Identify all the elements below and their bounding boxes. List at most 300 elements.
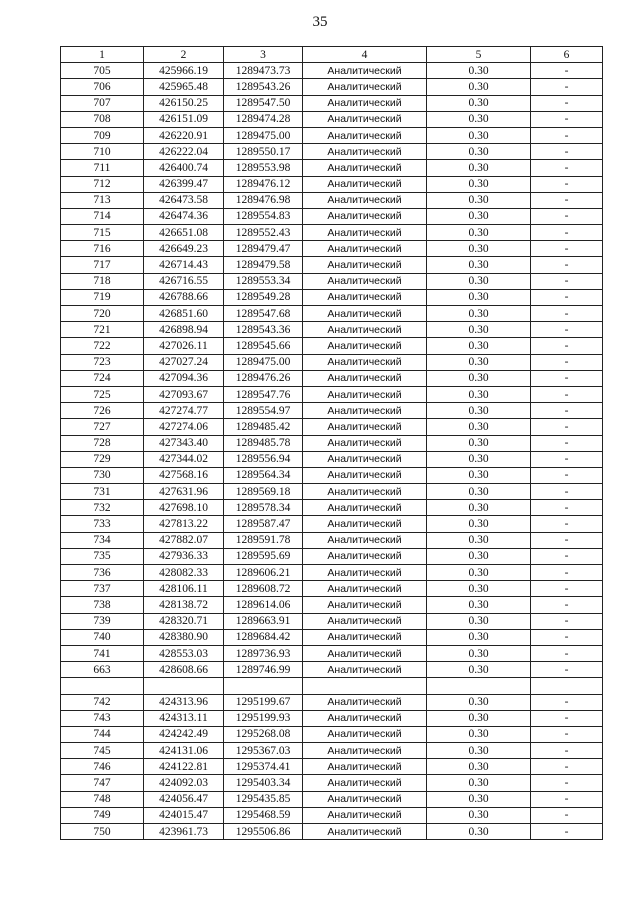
table-cell: Аналитический — [303, 176, 427, 192]
table-cell: - — [531, 435, 603, 451]
table-row — [61, 807, 603, 823]
table-cell: Аналитический — [303, 613, 427, 629]
table-cell: 0.30 — [427, 435, 531, 451]
table-cell: - — [531, 613, 603, 629]
table-cell: - — [531, 743, 603, 759]
table-cell: 0.30 — [427, 370, 531, 386]
table-cell: Аналитический — [303, 500, 427, 516]
table-cell: 0.30 — [427, 775, 531, 791]
table-cell: 426788.66 — [144, 289, 224, 305]
table-cell: 0.30 — [427, 613, 531, 629]
table-cell: 1289554.83 — [224, 208, 303, 224]
table-row — [61, 613, 603, 629]
table-cell: 1289684.42 — [224, 629, 303, 645]
table-cell: 427093.67 — [144, 386, 224, 402]
table-cell: Аналитический — [303, 516, 427, 532]
table-cell: 1295367.03 — [224, 743, 303, 759]
table-row — [61, 565, 603, 581]
table-cell: 0.30 — [427, 645, 531, 661]
table-row — [61, 743, 603, 759]
table-cell: - — [531, 726, 603, 742]
table-cell: 738 — [61, 597, 144, 613]
table-cell: 1289543.36 — [224, 322, 303, 338]
table-cell: 426716.55 — [144, 273, 224, 289]
table-cell: 735 — [61, 548, 144, 564]
table-cell: 1295435.85 — [224, 791, 303, 807]
table-cell: Аналитический — [303, 208, 427, 224]
table-cell: - — [531, 807, 603, 823]
table-cell: - — [531, 824, 603, 840]
table-cell: 734 — [61, 532, 144, 548]
table-cell: - — [531, 208, 603, 224]
page-number: 35 — [312, 14, 328, 30]
table-cell: 1289554.97 — [224, 403, 303, 419]
table-cell: 1289556.94 — [224, 451, 303, 467]
table-cell: - — [531, 322, 603, 338]
table-cell: - — [531, 662, 603, 678]
table-cell: - — [531, 63, 603, 79]
table-cell: 424131.06 — [144, 743, 224, 759]
table-cell: 716 — [61, 241, 144, 257]
table-cell: 1289474.28 — [224, 111, 303, 127]
table-cell: 1289547.68 — [224, 306, 303, 322]
table-cell: 0.30 — [427, 338, 531, 354]
table-row — [61, 273, 603, 289]
table-cell: 1289595.69 — [224, 548, 303, 564]
table-cell: - — [531, 338, 603, 354]
table-cell: 0.30 — [427, 322, 531, 338]
table-cell: Аналитический — [303, 629, 427, 645]
table-cell — [144, 678, 224, 694]
table-cell: 0.30 — [427, 225, 531, 241]
table-row — [61, 678, 603, 694]
table-cell: 712 — [61, 176, 144, 192]
table-row — [61, 581, 603, 597]
table-cell: 427274.77 — [144, 403, 224, 419]
table-cell: 0.30 — [427, 176, 531, 192]
table-cell: 0.30 — [427, 532, 531, 548]
table-cell: 715 — [61, 225, 144, 241]
table-cell: - — [531, 160, 603, 176]
table-cell: 1289543.26 — [224, 79, 303, 95]
table-cell: 427027.24 — [144, 354, 224, 370]
table-cell: 424313.11 — [144, 710, 224, 726]
table-cell: 0.30 — [427, 662, 531, 678]
table-cell — [61, 678, 144, 694]
table-cell: Аналитический — [303, 824, 427, 840]
table-cell: 1295268.08 — [224, 726, 303, 742]
table-cell: 709 — [61, 127, 144, 143]
table-cell: 1295468.59 — [224, 807, 303, 823]
column-header: 5 — [427, 47, 531, 63]
table-row — [61, 775, 603, 791]
table-cell: Аналитический — [303, 791, 427, 807]
table-cell: 1289591.78 — [224, 532, 303, 548]
table-cell: 0.30 — [427, 694, 531, 710]
table-cell: 0.30 — [427, 710, 531, 726]
table-cell: 0.30 — [427, 743, 531, 759]
table-cell: Аналитический — [303, 484, 427, 500]
table-cell: - — [531, 597, 603, 613]
table-cell: 0.30 — [427, 144, 531, 160]
table-cell: 730 — [61, 467, 144, 483]
table-cell: 1289545.66 — [224, 338, 303, 354]
table-cell: Аналитический — [303, 225, 427, 241]
table-cell: - — [531, 548, 603, 564]
table-cell: 1289476.12 — [224, 176, 303, 192]
table-cell: Аналитический — [303, 435, 427, 451]
table-cell: 426222.04 — [144, 144, 224, 160]
table-cell: 1295374.41 — [224, 759, 303, 775]
table-cell: 424056.47 — [144, 791, 224, 807]
table-cell: - — [531, 775, 603, 791]
table-row — [61, 111, 603, 127]
table-cell: 725 — [61, 386, 144, 402]
table-cell: 1295199.93 — [224, 710, 303, 726]
table-cell: - — [531, 241, 603, 257]
table-cell: 426651.08 — [144, 225, 224, 241]
table-cell: 424015.47 — [144, 807, 224, 823]
table-cell: 1295506.86 — [224, 824, 303, 840]
table-cell: Аналитический — [303, 192, 427, 208]
table-cell: 1289614.06 — [224, 597, 303, 613]
table-cell: - — [531, 467, 603, 483]
table-cell: Аналитический — [303, 160, 427, 176]
table-cell: 0.30 — [427, 516, 531, 532]
table-cell: 750 — [61, 824, 144, 840]
table-cell: - — [531, 127, 603, 143]
table-cell: 710 — [61, 144, 144, 160]
table-cell: 1289475.00 — [224, 354, 303, 370]
table-cell: 1289587.47 — [224, 516, 303, 532]
table-cell: 427882.07 — [144, 532, 224, 548]
table-cell: Аналитический — [303, 306, 427, 322]
column-header: 2 — [144, 47, 224, 63]
table-cell: 426474.36 — [144, 208, 224, 224]
table-cell: Аналитический — [303, 354, 427, 370]
column-header: 6 — [531, 47, 603, 63]
table-row — [61, 710, 603, 726]
table-cell: - — [531, 95, 603, 111]
table-row — [61, 500, 603, 516]
table-cell: 0.30 — [427, 306, 531, 322]
table-cell: 722 — [61, 338, 144, 354]
table-cell: 0.30 — [427, 386, 531, 402]
table-cell: 427568.16 — [144, 467, 224, 483]
table-cell: - — [531, 225, 603, 241]
table-cell: 663 — [61, 662, 144, 678]
table-cell: 711 — [61, 160, 144, 176]
table-cell: 426473.58 — [144, 192, 224, 208]
table-cell: 0.30 — [427, 403, 531, 419]
table-cell: - — [531, 759, 603, 775]
table-cell: 1289553.34 — [224, 273, 303, 289]
table-row — [61, 791, 603, 807]
table-cell: 426220.91 — [144, 127, 224, 143]
table-row — [61, 629, 603, 645]
table-row — [61, 306, 603, 322]
table-cell: - — [531, 386, 603, 402]
table-cell: 0.30 — [427, 807, 531, 823]
table-cell: Аналитический — [303, 726, 427, 742]
table-cell: 0.30 — [427, 289, 531, 305]
table-cell: 748 — [61, 791, 144, 807]
table-cell: 0.30 — [427, 726, 531, 742]
table-cell: Аналитический — [303, 403, 427, 419]
table-cell: 426898.94 — [144, 322, 224, 338]
column-header: 3 — [224, 47, 303, 63]
table-cell: 424122.81 — [144, 759, 224, 775]
table-cell: 740 — [61, 629, 144, 645]
table-cell: Аналитический — [303, 63, 427, 79]
column-header: 4 — [303, 47, 427, 63]
table-cell — [224, 678, 303, 694]
table-cell: 1289485.78 — [224, 435, 303, 451]
table-cell: Аналитический — [303, 597, 427, 613]
table-cell: - — [531, 111, 603, 127]
table-cell: 726 — [61, 403, 144, 419]
table-cell: 1289608.72 — [224, 581, 303, 597]
table-cell: 0.30 — [427, 548, 531, 564]
table-cell: Аналитический — [303, 581, 427, 597]
table-cell: - — [531, 354, 603, 370]
table-row — [61, 467, 603, 483]
table-cell: 425965.48 — [144, 79, 224, 95]
table-cell: - — [531, 532, 603, 548]
table-cell: 739 — [61, 613, 144, 629]
table-cell: 0.30 — [427, 257, 531, 273]
table-row — [61, 597, 603, 613]
table-cell: Аналитический — [303, 144, 427, 160]
table-cell: 428082.33 — [144, 565, 224, 581]
table-row — [61, 726, 603, 742]
table-cell: Аналитический — [303, 273, 427, 289]
table-cell: 1289476.26 — [224, 370, 303, 386]
table-cell: Аналитический — [303, 338, 427, 354]
table-cell: - — [531, 710, 603, 726]
table-row — [61, 532, 603, 548]
table-row — [61, 386, 603, 402]
table-cell: 1289736.93 — [224, 645, 303, 661]
table-cell: Аналитический — [303, 645, 427, 661]
table-cell: 0.30 — [427, 581, 531, 597]
table-cell: 0.30 — [427, 79, 531, 95]
table-cell: 428106.11 — [144, 581, 224, 597]
table-cell: - — [531, 516, 603, 532]
table-row — [61, 354, 603, 370]
table-cell: 427274.06 — [144, 419, 224, 435]
table-cell: Аналитический — [303, 775, 427, 791]
table-cell: 0.30 — [427, 467, 531, 483]
table-cell: - — [531, 629, 603, 645]
table-cell: 425966.19 — [144, 63, 224, 79]
table-cell: 427344.02 — [144, 451, 224, 467]
table-cell: - — [531, 565, 603, 581]
table-cell: 1289578.34 — [224, 500, 303, 516]
table-cell: 1295199.67 — [224, 694, 303, 710]
table-cell: 742 — [61, 694, 144, 710]
table-row — [61, 645, 603, 661]
table-cell: 0.30 — [427, 160, 531, 176]
table-cell: 0.30 — [427, 500, 531, 516]
table-row — [61, 144, 603, 160]
table-cell: Аналитический — [303, 79, 427, 95]
table-cell: 428608.66 — [144, 662, 224, 678]
table-cell: - — [531, 192, 603, 208]
table-cell: 747 — [61, 775, 144, 791]
table-row — [61, 176, 603, 192]
table-cell: 706 — [61, 79, 144, 95]
table-row — [61, 322, 603, 338]
table-cell: - — [531, 484, 603, 500]
table-cell: 1289485.42 — [224, 419, 303, 435]
table-cell: 426400.74 — [144, 160, 224, 176]
table-row — [61, 208, 603, 224]
table-cell: 749 — [61, 807, 144, 823]
table-cell: 721 — [61, 322, 144, 338]
table-cell: 1289564.34 — [224, 467, 303, 483]
table-cell: 428320.71 — [144, 613, 224, 629]
table-cell: 426151.09 — [144, 111, 224, 127]
table-cell: 0.30 — [427, 419, 531, 435]
table-row — [61, 694, 603, 710]
table-cell: 0.30 — [427, 241, 531, 257]
table-cell: Аналитический — [303, 467, 427, 483]
table-cell — [531, 678, 603, 694]
table-row — [61, 289, 603, 305]
table-cell: Аналитический — [303, 565, 427, 581]
table-cell: - — [531, 289, 603, 305]
coordinates-table — [60, 46, 603, 840]
table-cell: 0.30 — [427, 451, 531, 467]
table-cell: - — [531, 273, 603, 289]
table-cell: Аналитический — [303, 759, 427, 775]
table-cell: 1289476.98 — [224, 192, 303, 208]
table-cell: - — [531, 370, 603, 386]
table-row — [61, 419, 603, 435]
table-cell: 729 — [61, 451, 144, 467]
table-cell: 1289473.73 — [224, 63, 303, 79]
table-cell: 728 — [61, 435, 144, 451]
table-cell: 705 — [61, 63, 144, 79]
table-cell: 0.30 — [427, 111, 531, 127]
table-cell: 743 — [61, 710, 144, 726]
table-row — [61, 95, 603, 111]
table-cell: 426150.25 — [144, 95, 224, 111]
table-cell: 0.30 — [427, 759, 531, 775]
table-cell: Аналитический — [303, 370, 427, 386]
table-row — [61, 759, 603, 775]
table-cell: Аналитический — [303, 694, 427, 710]
table-cell: - — [531, 451, 603, 467]
table-cell: 745 — [61, 743, 144, 759]
table-cell: 1289663.91 — [224, 613, 303, 629]
table-cell: Аналитический — [303, 662, 427, 678]
table-cell: - — [531, 403, 603, 419]
table-cell: 427094.36 — [144, 370, 224, 386]
table-header-row — [61, 47, 603, 63]
table-cell: Аналитический — [303, 532, 427, 548]
table-cell: 1289746.99 — [224, 662, 303, 678]
table-cell: 717 — [61, 257, 144, 273]
table-cell: 428553.03 — [144, 645, 224, 661]
table-cell: 1289479.47 — [224, 241, 303, 257]
table-cell: 426851.60 — [144, 306, 224, 322]
table-cell: - — [531, 500, 603, 516]
table-cell: 744 — [61, 726, 144, 742]
table-cell: Аналитический — [303, 111, 427, 127]
table-row — [61, 257, 603, 273]
table-cell: 0.30 — [427, 95, 531, 111]
table-row — [61, 79, 603, 95]
table-cell: 1289552.43 — [224, 225, 303, 241]
table-cell: Аналитический — [303, 743, 427, 759]
table-cell: 0.30 — [427, 484, 531, 500]
table-row — [61, 516, 603, 532]
table-cell: 736 — [61, 565, 144, 581]
table-cell: 426399.47 — [144, 176, 224, 192]
table-row — [61, 370, 603, 386]
table-row — [61, 127, 603, 143]
table-cell: - — [531, 306, 603, 322]
table-cell: 1295403.34 — [224, 775, 303, 791]
table-cell: 1289553.98 — [224, 160, 303, 176]
table-cell: 723 — [61, 354, 144, 370]
table-cell: Аналитический — [303, 419, 427, 435]
table-cell: - — [531, 79, 603, 95]
table-cell: 427698.10 — [144, 500, 224, 516]
table-cell: Аналитический — [303, 386, 427, 402]
table-cell: 708 — [61, 111, 144, 127]
table-cell: 427936.33 — [144, 548, 224, 564]
table-cell: 0.30 — [427, 63, 531, 79]
table-cell: Аналитический — [303, 451, 427, 467]
table-row — [61, 548, 603, 564]
table-row — [61, 192, 603, 208]
table-cell: 427026.11 — [144, 338, 224, 354]
table-cell: 1289550.17 — [224, 144, 303, 160]
table-cell: Аналитический — [303, 95, 427, 111]
table-cell: 733 — [61, 516, 144, 532]
table-cell: 0.30 — [427, 192, 531, 208]
table-cell: - — [531, 791, 603, 807]
table-cell: 424242.49 — [144, 726, 224, 742]
table-cell: 0.30 — [427, 824, 531, 840]
table-cell: Аналитический — [303, 548, 427, 564]
table-cell: Аналитический — [303, 127, 427, 143]
table-cell: 1289569.18 — [224, 484, 303, 500]
table-cell: 0.30 — [427, 127, 531, 143]
table-cell — [427, 678, 531, 694]
table-cell: 714 — [61, 208, 144, 224]
table-cell: 1289479.58 — [224, 257, 303, 273]
table-cell: - — [531, 257, 603, 273]
table-cell: 423961.73 — [144, 824, 224, 840]
table-cell: 718 — [61, 273, 144, 289]
table-cell: 1289547.50 — [224, 95, 303, 111]
table-cell: 1289475.00 — [224, 127, 303, 143]
table-cell: 1289606.21 — [224, 565, 303, 581]
table-row — [61, 241, 603, 257]
table-row — [61, 225, 603, 241]
table-cell: 426714.43 — [144, 257, 224, 273]
table-cell: Аналитический — [303, 710, 427, 726]
table-cell: 732 — [61, 500, 144, 516]
table-row — [61, 338, 603, 354]
table-row — [61, 160, 603, 176]
table-cell: 0.30 — [427, 629, 531, 645]
table-row — [61, 484, 603, 500]
